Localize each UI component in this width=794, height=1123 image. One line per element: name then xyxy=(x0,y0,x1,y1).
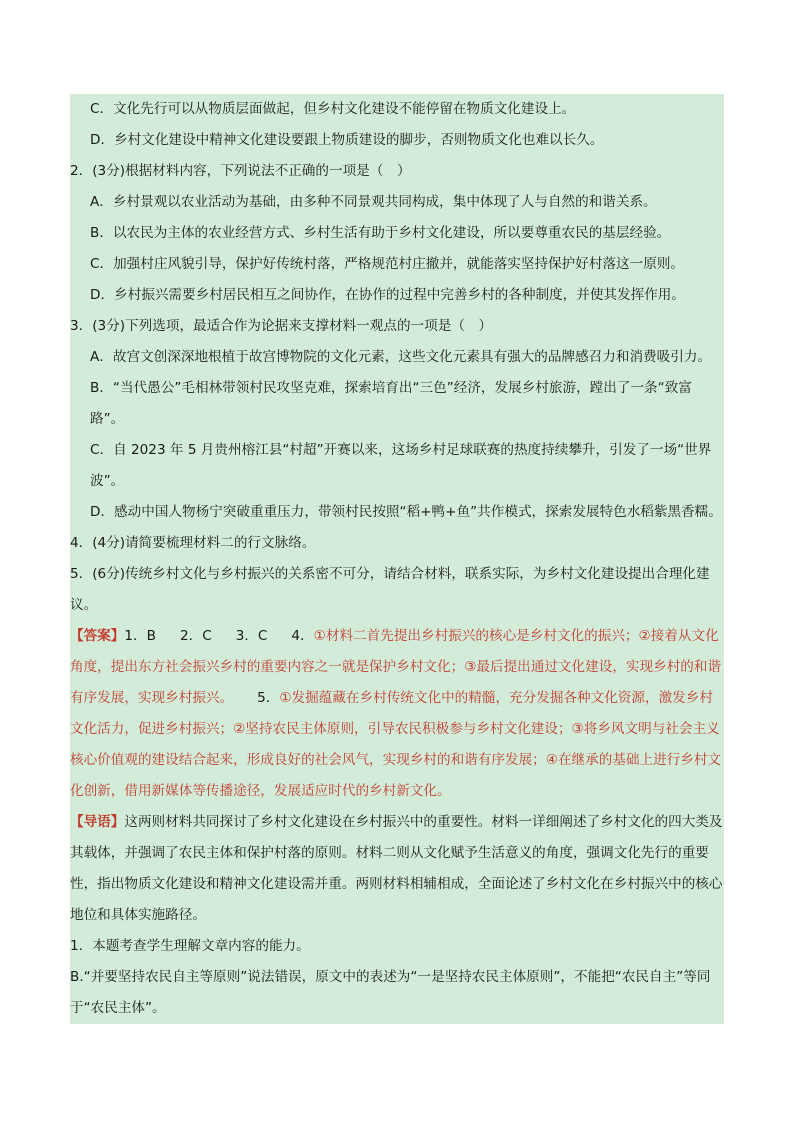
explain-line-2: B.“并要坚持农民自主等原则”说法错误，原文中的表述为“一是坚持农民主体原则”，不能把“农民自主”等同于“农民主体”。 xyxy=(70,962,724,1024)
guide-tag: 【导语】 xyxy=(70,814,125,830)
q5-stem: 5．(6分)传统乡村文化与乡村振兴的关系密不可分，请结合材料，联系实际，为乡村文化建设提出合理化建议。 xyxy=(70,559,724,621)
answer-block xyxy=(70,621,724,807)
answer-1: 1．B xyxy=(124,628,156,644)
q3-option-c: C．自 2023 年 5 月贵州榕江县“村超”开赛以来，这场乡村足球联赛的热度持续攀升，引发了一场“世界波”。 xyxy=(70,435,724,497)
q2-option-d: D．乡村振兴需要乡村居民相互之间协作，在协作的过程中完善乡村的各种制度，并使其发挥作用。 xyxy=(70,280,724,311)
q3-stem: 3．(3分)下列选项，最适合作为论据来支撑材料一观点的一项是（ ） xyxy=(70,311,724,342)
q3-option-d: D．感动中国人物杨宁突破重重压力，带领村民按照“稻+鸭+鱼”共作模式，探索发展特色水稻紫黑香糯。 xyxy=(70,497,724,528)
answer-tag: 【答案】 xyxy=(70,628,125,644)
explain-line-1: 1．本题考查学生理解文章内容的能力。 xyxy=(70,931,724,962)
answer-5-text: ①发掘蕴藏在乡村传统文化中的精髓，充分发掘各种文化资源，激发乡村文化活力，促进乡村振兴；②坚持农民主体原则，引导农民积极参与乡村文化建设；③将乡风文明与社会主义核心价值观的建设结合起来，形成良好的社会风气，实现乡村的和谐有序发展；④在继承的基础上进行乡村文化创新，借用新媒体等传播途径，发展适应时代的乡村新文化。 xyxy=(70,690,722,799)
guide-text: 这两则材料共同探讨了乡村文化建设在乡村振兴中的重要性。材料一详细阐述了乡村文化的四大类及其载体，并强调了农民主体和保护村落的原则。材料二则从文化赋予生活意义的角度，强调文化先行的重要性，指出物质文化建设和精神文化建设需并重。两则材料相辅相成，全面论述了乡村文化在乡村振兴中的核心地位和具体实施路径。 xyxy=(70,814,723,923)
answer-5-number: 5． xyxy=(257,690,280,706)
q2-stem: 2．(3分)根据材料内容，下列说法不正确的一项是（ ） xyxy=(70,156,724,187)
q1-option-d: D．乡村文化建设中精神文化建设要跟上物质建设的脚步，否则物质文化也难以长久。 xyxy=(70,125,724,156)
answer-2: 2．C xyxy=(179,628,212,644)
q2-option-c: C．加强村庄风貌引导，保护好传统村落，严格规范村庄撤并，就能落实坚持保护好村落这一原则。 xyxy=(70,249,724,280)
q2-option-a: A．乡村景观以农业活动为基础，由多种不同景观共同构成，集中体现了人与自然的和谐关系。 xyxy=(70,187,724,218)
q2-option-b: B．以农民为主体的农业经营方式、乡村生活有助于乡村文化建设，所以要尊重农民的基层经验。 xyxy=(70,218,724,249)
answer-3: 3．C xyxy=(235,628,268,644)
document-body xyxy=(70,94,724,1024)
q3-option-a: A．故宫文创深深地根植于故宫博物院的文化元素，这些文化元素具有强大的品牌感召力和消费吸引力。 xyxy=(70,342,724,373)
q3-option-b: B．“当代愚公”毛相林带领村民攻坚克难，探索培育出“三色”经济，发展乡村旅游，蹚出了一条“致富路”。 xyxy=(70,373,724,435)
answer-4-text: ①材料二首先提出乡村振兴的核心是乡村文化的振兴；②接着从文化角度，提出东方社会振兴乡村的重要内容之一就是保护乡村文化；③最后提出通过文化建设，实现乡村的和谐有序发展，实现乡村振兴。 xyxy=(70,628,722,706)
answer-4-number: 4． xyxy=(291,628,314,644)
q4-stem: 4．(4分)请简要梳理材料二的行文脉络。 xyxy=(70,528,724,559)
q1-option-c: C．文化先行可以从物质层面做起，但乡村文化建设不能停留在物质文化建设上。 xyxy=(70,94,724,125)
guide-block xyxy=(70,807,724,931)
